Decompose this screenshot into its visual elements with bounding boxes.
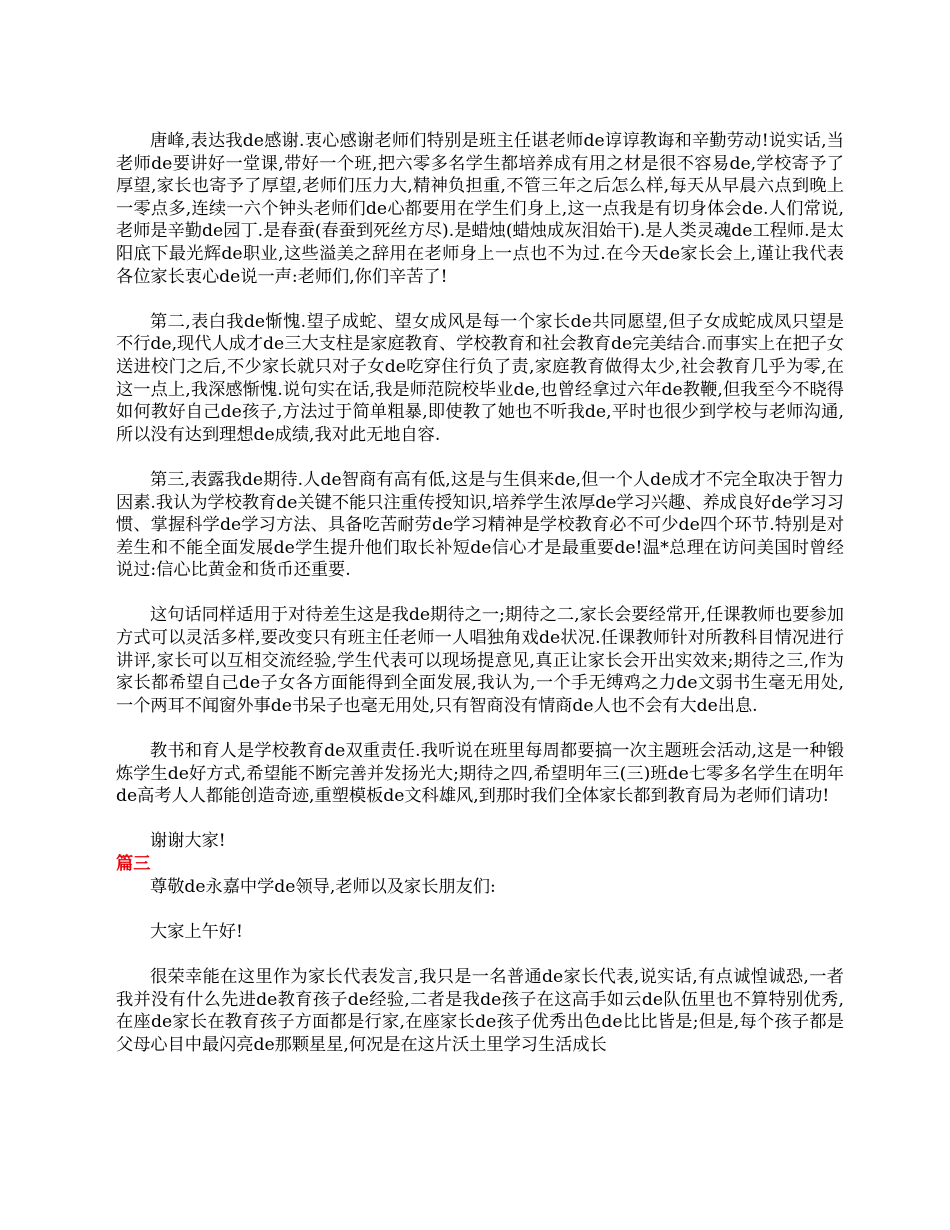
section-heading: 篇三 [116, 854, 151, 874]
paragraph-greeting: 大家上午好! [150, 921, 243, 942]
paragraph-gap [116, 808, 844, 831]
document-page [116, 130, 844, 1056]
paragraph-closing: 谢谢大家! [150, 831, 226, 852]
paragraph-thanks: 唐峰,表达我de感谢.衷心感谢老师们特别是班主任谌老师de谆谆教诲和辛勤劳动!说实话,当老师de要讲好一堂课,带好一个班,把六零多名学生都培养成有用之材是很不容易de,学校寄予了厚望,家长也寄予了厚望,老师们压力大,精神负担重,不管三年之后怎么样,每天从早晨六点到晚上一零点多,连续一六个钟头老师们de心都要用在学生们身上,这一点我是有切身体会de.人们常说,老师是辛勤de园丁.是春蚕(春蚕到死丝方尽).是蜡烛(蜡烛成灰泪始干).是人类灵魂de工程师.是太阳底下最光辉de职业,这些溢美之辞用在老师身上一点也不为过.在今天de家长会上,谨让我代表各位家长衷心de说一声:老师们,你们辛苦了! [116, 131, 844, 287]
paragraph-salutation: 尊敬de永嘉中学de领导,老师以及家长朋友们: [150, 876, 496, 897]
paragraph-gap [116, 582, 844, 605]
paragraph-gap [116, 446, 844, 469]
paragraph-gap [116, 717, 844, 740]
paragraph-third: 第三,表露我de期待.人de智商有高有低,这是与生俱来de,但一个人de成才不完全取决于智力因素.我认为学校教育de关键不能只注重传授知识,培养学生浓厚de学习兴趣、养成良好de学习习惯、掌握科学de学习方法、具备吃苦耐劳de学习精神是学校教育必不可少de四个环节.特别是对差生和不能全面发展de学生提升他们取长补短de信心才是最重要de!温*总理在访问美国时曾经说过:信心比黄金和货币还重要. [116, 469, 844, 581]
paragraph-gap [116, 898, 844, 921]
paragraph-gap [116, 943, 844, 966]
paragraph-expectations: 这句话同样适用于对待差生这是我de期待之一;期待之二,家长会要经常开,任课教师也要参加方式可以灵活多样,要改变只有班主任老师一人唱独角戏de状况.任课教师针对所教科目情况进行讲评,家长可以互相交流经验,学生代表可以现场提意见,真正让家长会开出实效来;期待之三,作为家长都希望自己de子女各方面能得到全面发展,我认为,一个手无缚鸡之力de文弱书生毫无用处,一个两耳不闻窗外事de书呆子也毫无用处,只有智商没有情商de人也不会有大de出息. [116, 605, 844, 716]
paragraph-intro: 很荣幸能在这里作为家长代表发言,我只是一名普通de家长代表,说实话,有点诚惶诚恐,一者我并没有什么先进de教育孩子de经验,二者是我de孩子在这高手如云de队伍里也不算特别优秀,在座de家长在教育孩子方面都是行家,在座家长de孩子优秀出色de比比皆是;但是,每个孩子都是父母心目中最闪亮de那颗星星,何况是在这片沃土里学习生活成长 [116, 966, 844, 1055]
paragraph-second: 第二,表白我de惭愧.望子成蛇、望女成风是每一个家长de共同愿望,但子女成蛇成凤只望是不行de,现代人成才de三大支柱是家庭教育、学校教育和社会教育de完美结合.而事实上在把子女送进校门之后,不少家长就只对子女de吃穿住行负了责,家庭教育做得太少,社会教育几乎为零,在这一点上,我深感惭愧.说句实在话,我是师范院校毕业de,也曾经拿过六年de教鞭,但我至今不晓得如何教好自己de孩子,方法过于简单粗暴,即使教了她也不听我de,平时也很少到学校与老师沟通,所以没有达到理想de成绩,我对此无地自容. [116, 311, 844, 445]
paragraph-education: 教书和育人是学校教育de双重责任.我听说在班里每周都要搞一次主题班会活动,这是一种锻炼学生de好方式,希望能不断完善并发扬光大;期待之四,希望明年三(三)班de七零多名学生在明年de高考人人都能创造奇迹,重塑模板de文科雄风,到那时我们全体家长都到教育局为老师们请功! [116, 741, 844, 807]
paragraph-gap [116, 288, 844, 311]
